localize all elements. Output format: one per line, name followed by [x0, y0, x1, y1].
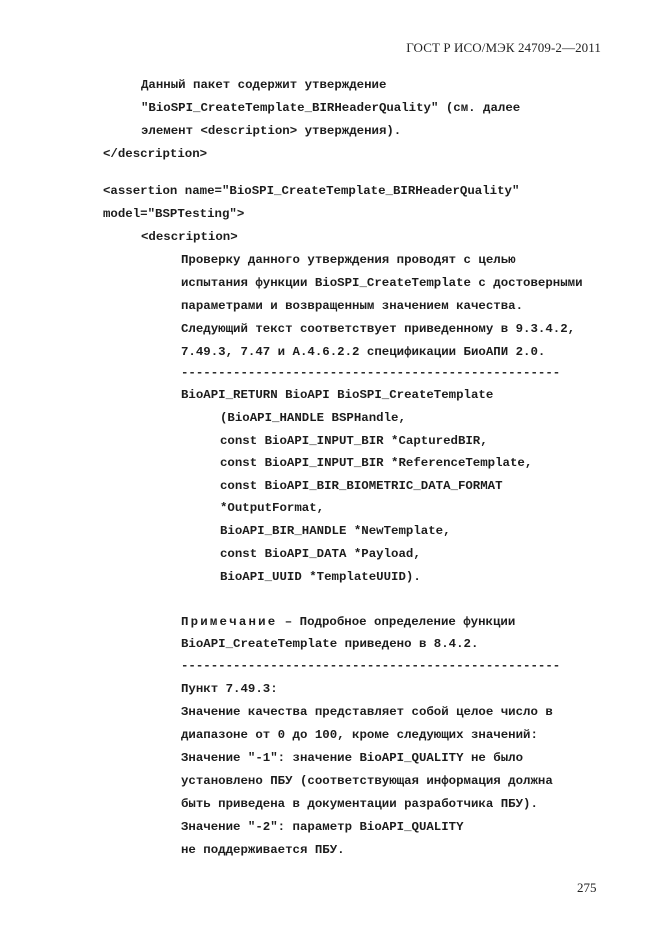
- code-line: BioAPI_BIR_HANDLE *NewTemplate,: [220, 524, 451, 538]
- code-line: диапазоне от 0 до 100, кроме следующих значений:: [181, 728, 538, 742]
- code-line: BioAPI_CreateTemplate приведено в 8.4.2.: [181, 637, 479, 651]
- code-line: BioAPI_UUID *TemplateUUID).: [220, 570, 421, 584]
- separator-line: ---------------------------------------------------: [181, 366, 561, 380]
- code-line: BioAPI_RETURN BioAPI BioSPI_CreateTemplate: [181, 388, 494, 402]
- code-line: 7.49.3, 7.47 и А.4.6.2.2 спецификации БиоАПИ 2.0.: [181, 345, 546, 359]
- code-line: Следующий текст соответствует приведенному в 9.3.4.2,: [181, 322, 576, 336]
- code-line: Значение "-1": значение BioAPI_QUALITY не было: [181, 751, 524, 765]
- note-text: – Подробное определение функции: [277, 615, 516, 629]
- code-line: const BioAPI_DATA *Payload,: [220, 547, 421, 561]
- code-line: параметрами и возвращенным значением качества.: [181, 299, 524, 313]
- code-line: const BioAPI_BIR_BIOMETRIC_DATA_FORMAT: [220, 479, 503, 493]
- note-line: [181, 614, 515, 630]
- code-line: Данный пакет содержит утверждение: [141, 78, 387, 92]
- separator-line: ---------------------------------------------------: [181, 659, 561, 673]
- code-line: <assertion name="BioSPI_CreateTemplate_BIRHeaderQuality": [103, 184, 520, 198]
- code-line: (BioAPI_HANDLE BSPHandle,: [220, 411, 406, 425]
- code-line: const BioAPI_INPUT_BIR *CapturedBIR,: [220, 434, 488, 448]
- code-line: Значение "-2": параметр BioAPI_QUALITY: [181, 820, 464, 834]
- code-line: const BioAPI_INPUT_BIR *ReferenceTemplate,: [220, 456, 533, 470]
- code-line: </description>: [103, 147, 208, 161]
- code-line: model="BSPTesting">: [103, 207, 245, 221]
- page-number: 275: [577, 880, 597, 895]
- code-line: Значение качества представляет собой целое число в: [181, 705, 553, 719]
- code-line: испытания функции BioSPI_CreateTemplate с достоверными: [181, 276, 583, 290]
- code-line: не поддерживается ПБУ.: [181, 843, 345, 857]
- code-line: <description>: [141, 230, 238, 244]
- code-line: элемент <description> утверждения).: [141, 124, 402, 138]
- code-line: Пункт 7.49.3:: [181, 682, 278, 696]
- code-line: установлено ПБУ (соответствующая информация должна: [181, 774, 553, 788]
- code-line: *OutputFormat,: [220, 501, 325, 515]
- code-line: Проверку данного утверждения проводят с целью: [181, 253, 516, 267]
- code-line: "BioSPI_CreateTemplate_BIRHeaderQuality" (см. далее: [141, 101, 521, 115]
- document-standard-header: ГОСТ Р ИСО/МЭК 24709-2—2011: [406, 40, 601, 55]
- code-line: быть приведена в документации разработчика ПБУ).: [181, 797, 538, 811]
- note-label: Примечание: [181, 615, 278, 629]
